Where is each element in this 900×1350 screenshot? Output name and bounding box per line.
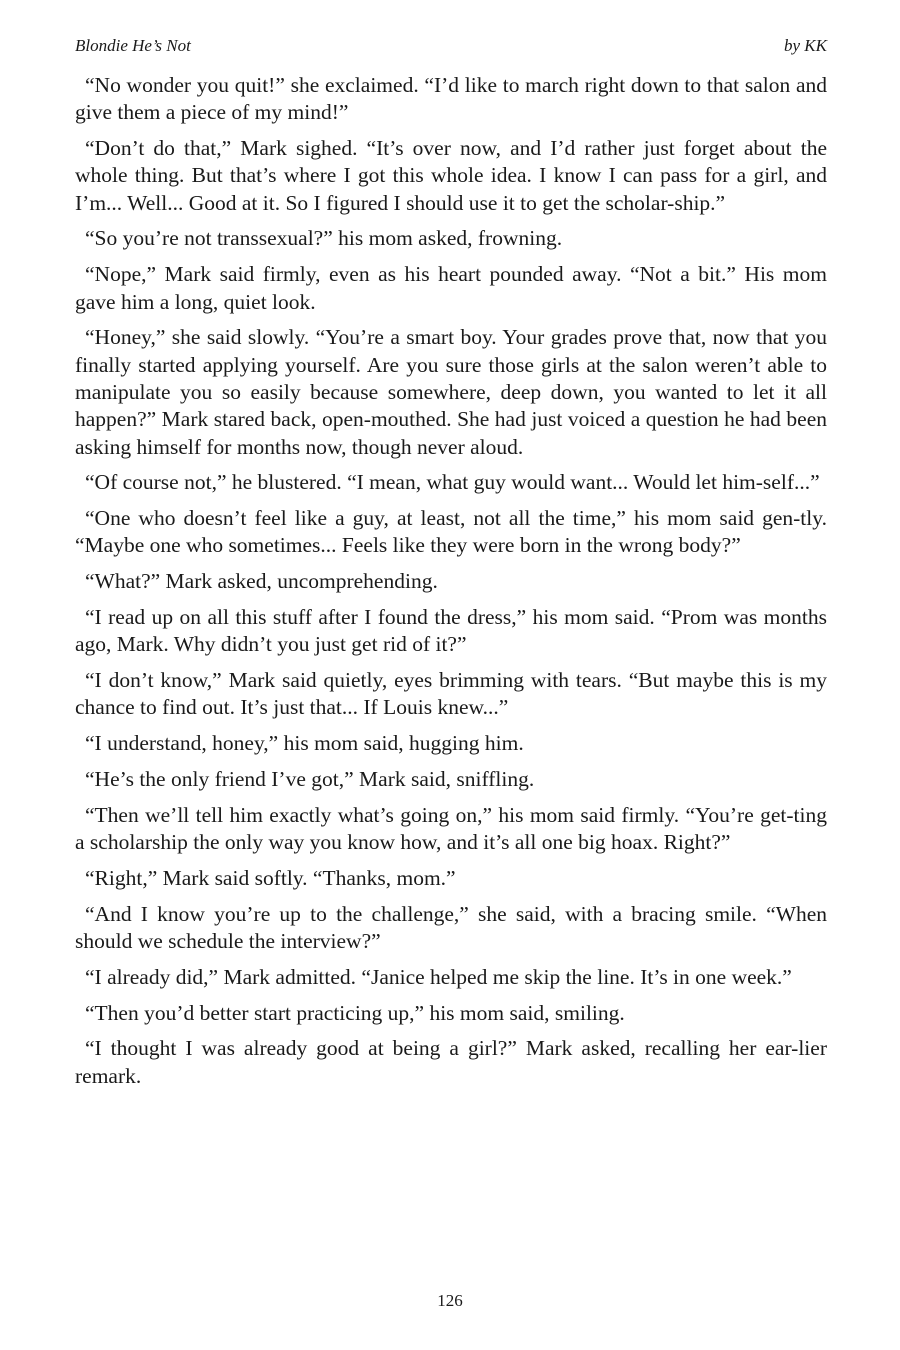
paragraph: “Of course not,” he blustered. “I mean, what guy would want... Would let him-self...” <box>85 470 820 495</box>
paragraph: “I read up on all this stuff after I found the dress,” his mom said. “Prom was months ago, Mark. Why didn’t you just get rid of it?” <box>75 605 827 657</box>
paragraph: “I understand, honey,” his mom said, hugging him. <box>85 731 524 756</box>
page-number: 126 <box>437 1291 463 1310</box>
paragraph: “So you’re not transsexual?” his mom asked, frowning. <box>85 226 563 251</box>
author-name: by KK <box>784 36 827 55</box>
paragraph: “Don’t do that,” Mark sighed. “It’s over now, and I’d rather just forget about the whole thing. But that’s where I got this whole idea. I know I can pass for a girl, and I’m... Well... Good at it. So I figured I should use it to get the scholar-ship.” <box>75 136 827 215</box>
paragraph: “Honey,” she said slowly. “You’re a smart boy. Your grades prove that, now that you finally started applying yourself. Are you sure those girls at the salon weren’t able to manipulate you so easily because somewhere, deep down, you wanted to let it all happen?” Mark stared back, open-mouthed. She had just voiced a question he had been asking himself for months now, though never aloud. <box>75 325 827 459</box>
paragraph: “Then you’d better start practicing up,” his mom said, smiling. <box>85 1000 625 1025</box>
paragraph: “Right,” Mark said softly. “Thanks, mom.” <box>85 865 456 890</box>
paragraph: “And I know you’re up to the challenge,” she said, with a bracing smile. “When should we schedule the interview?” <box>75 901 827 954</box>
paragraph: “One who doesn’t feel like a guy, at least, not all the time,” his mom said gen-tly. “Maybe one who sometimes... Feels like they were born in the wrong body?” <box>75 506 827 558</box>
paragraph: “What?” Mark asked, uncomprehending. <box>85 569 438 594</box>
paragraph: “I already did,” Mark admitted. “Janice helped me skip the line. It’s in one week.” <box>85 964 792 989</box>
paragraph: “Then we’ll tell him exactly what’s going on,” his mom said firmly. “You’re get-ting a scholarship the only way you know how, and it’s all one big hoax. Right?” <box>75 802 827 855</box>
running-header <box>75 36 827 60</box>
paragraph: “He’s the only friend I’ve got,” Mark said, sniffling. <box>85 767 535 792</box>
paragraph: “Nope,” Mark said firmly, even as his heart pounded away. “Not a bit.” His mom gave him a long, quiet look. <box>75 262 827 314</box>
book-title: Blondie He’s Not <box>75 36 191 55</box>
paragraph: “No wonder you quit!” she exclaimed. “I’d like to march right down to that salon and give them a piece of my mind!” <box>75 73 827 125</box>
body-text <box>75 72 827 1099</box>
paragraph: “I don’t know,” Mark said quietly, eyes brimming with tears. “But maybe this is my chance to find out. It’s just that... If Louis knew...” <box>75 668 827 720</box>
paragraph: “I thought I was already good at being a girl?” Mark asked, recalling her ear-lier remark. <box>75 1036 827 1088</box>
